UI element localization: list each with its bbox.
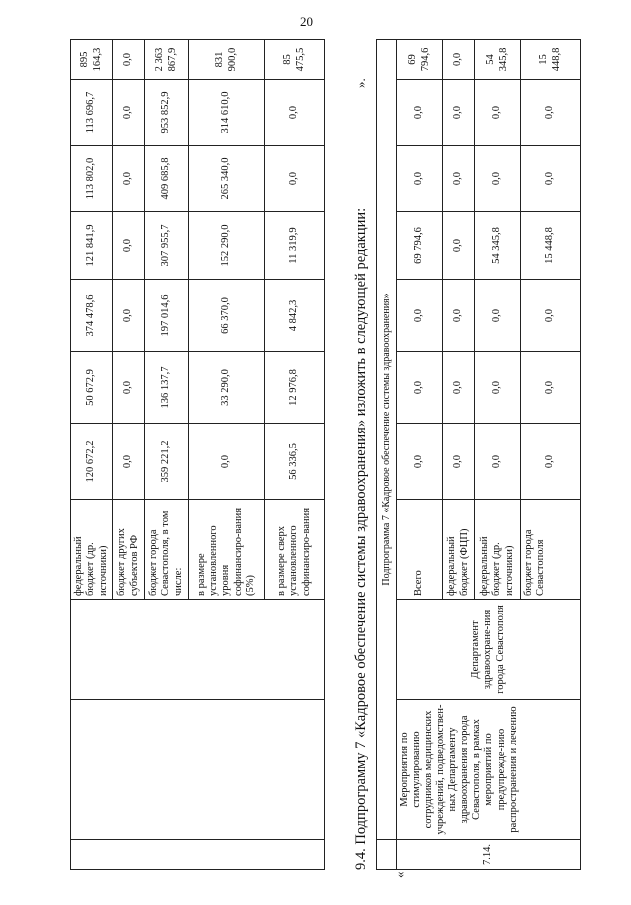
page-number: 20 [300, 14, 313, 29]
value-cell: 0,0 [397, 280, 443, 352]
value-cell: 50 672,9 [71, 352, 113, 424]
value-cell: 0,0 [443, 280, 475, 352]
row-label: бюджет города Севастополя [521, 500, 581, 600]
value-cell: 0,0 [475, 352, 521, 424]
value-cell: 0,0 [521, 80, 581, 146]
measure-description: Мероприятия по стимулированию сотрудников медицинских учреждений, подведомствен-ных Департаменту здравоохранения города Севастополя, в рамках мероприятий по предупрежде-нию распространения и лечению [397, 700, 581, 840]
value-cell: 4 842,3 [265, 280, 325, 352]
value-cell: 15 448,8 [521, 212, 581, 280]
table-row [397, 39, 443, 869]
subprogram-title: Подпрограмма 7 «Кадровое обеспечение системы здравоохранения» [377, 39, 397, 839]
row-label: бюджет других субъектов РФ [113, 500, 145, 600]
value-cell: 197 014,6 [145, 280, 189, 352]
value-cell: 0,0 [521, 280, 581, 352]
value-cell: 33 290,0 [189, 352, 265, 424]
value-cell: 0,0 [475, 146, 521, 212]
value-cell: 831 900,0 [189, 40, 265, 80]
value-cell: 0,0 [397, 424, 443, 500]
value-cell: 0,0 [113, 146, 145, 212]
empty-cell [71, 840, 325, 870]
table-row [71, 40, 113, 870]
value-cell: 113 802,0 [71, 146, 113, 212]
closing-quote: ». [353, 78, 368, 88]
value-cell: 0,0 [113, 40, 145, 80]
value-cell: 120 672,2 [71, 424, 113, 500]
value-cell: 69 794,6 [397, 212, 443, 280]
value-cell: 0,0 [113, 212, 145, 280]
value-cell: 0,0 [113, 352, 145, 424]
value-cell: 0,0 [443, 212, 475, 280]
value-cell: 359 221,2 [145, 424, 189, 500]
empty-cell [377, 840, 397, 870]
value-cell: 0,0 [475, 80, 521, 146]
value-cell: 54 345,8 [475, 39, 521, 79]
value-cell: 409 685,8 [145, 146, 189, 212]
value-cell: 374 478,6 [71, 280, 113, 352]
value-cell: 56 336,5 [265, 424, 325, 500]
value-cell: 113 696,7 [71, 80, 113, 146]
value-cell: 0,0 [443, 146, 475, 212]
value-cell: 0,0 [521, 352, 581, 424]
value-cell: 0,0 [113, 280, 145, 352]
value-cell: 0,0 [521, 146, 581, 212]
value-cell: 0,0 [443, 39, 475, 79]
executor: Департамент здравоохране-ния города Севастополя [397, 600, 581, 700]
value-cell: 0,0 [113, 424, 145, 500]
section-heading: 9.4. Подпрограмму 7 «Кадровое обеспечение системы здравоохранения» изложить в следующей редакции: [353, 207, 369, 870]
value-cell: 0,0 [475, 424, 521, 500]
subprogram-table [376, 39, 581, 870]
value-cell: 0,0 [113, 80, 145, 146]
value-cell: 85 475,5 [265, 40, 325, 80]
value-cell: 0,0 [397, 146, 443, 212]
row-label: федеральный бюджет (др. источники) [71, 500, 113, 600]
value-cell: 0,0 [443, 352, 475, 424]
value-cell: 12 976,8 [265, 352, 325, 424]
value-cell: 66 370,0 [189, 280, 265, 352]
value-cell: 15 448,8 [521, 39, 581, 79]
value-cell: 0,0 [265, 146, 325, 212]
value-cell: 307 955,7 [145, 212, 189, 280]
value-cell: 0,0 [189, 424, 265, 500]
item-number: 7.14. [397, 840, 581, 870]
value-cell: 953 852,9 [145, 80, 189, 146]
value-cell: 0,0 [443, 80, 475, 146]
value-cell: 2 363 867,9 [145, 40, 189, 80]
value-cell: 69 794,6 [397, 39, 443, 79]
row-label: федеральный бюджет (др. источники) [475, 500, 521, 600]
value-cell: 121 841,9 [71, 212, 113, 280]
value-cell: 895 164,3 [71, 40, 113, 80]
row-label: федеральный бюджет (ФЦП) [443, 500, 475, 600]
value-cell: 0,0 [475, 280, 521, 352]
row-label: в размере сверх установленного софинансиро-вания [265, 500, 325, 600]
table-row [377, 39, 397, 869]
opening-quote: « [392, 871, 407, 878]
value-cell: 314 610,0 [189, 80, 265, 146]
value-cell: 0,0 [265, 80, 325, 146]
value-cell: 54 345,8 [475, 212, 521, 280]
value-cell: 152 290,0 [189, 212, 265, 280]
row-label: в размере установленного уровня софинансиро-вания (5%) [189, 500, 265, 600]
value-cell: 11 319,9 [265, 212, 325, 280]
value-cell: 0,0 [397, 352, 443, 424]
row-label: Всего [397, 500, 443, 600]
rotated-content [70, 40, 590, 878]
value-cell: 0,0 [397, 80, 443, 146]
row-label: бюджет города Севастополя, в том числе: [145, 500, 189, 600]
financing-table-top [70, 39, 325, 870]
empty-cell [71, 700, 325, 840]
value-cell: 265 340,0 [189, 146, 265, 212]
empty-cell [71, 600, 325, 700]
value-cell: 0,0 [443, 424, 475, 500]
value-cell: 0,0 [521, 424, 581, 500]
value-cell: 136 137,7 [145, 352, 189, 424]
